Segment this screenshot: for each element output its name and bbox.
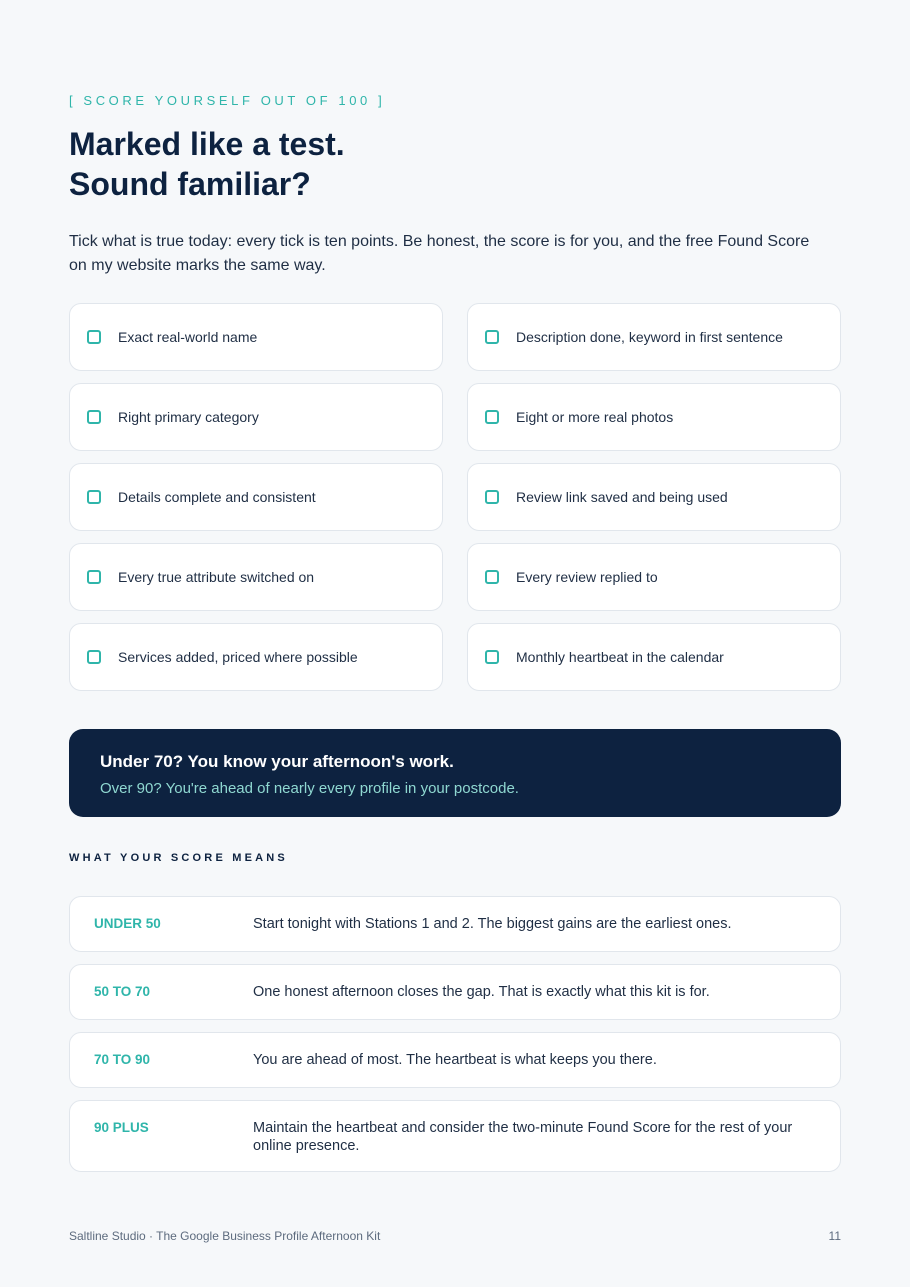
checkbox-icon[interactable] — [87, 330, 101, 344]
checklist-item-label: Every review replied to — [516, 569, 658, 585]
checkbox-icon[interactable] — [485, 410, 499, 424]
score-description: Start tonight with Stations 1 and 2. The biggest gains are the earliest ones. — [253, 916, 732, 932]
checklist-item-label: Services added, priced where possible — [118, 649, 358, 665]
score-row — [69, 1032, 841, 1088]
checklist-item[interactable] — [467, 543, 841, 611]
score-row — [69, 964, 841, 1020]
footer-text: Saltline Studio · The Google Business Profile Afternoon Kit — [69, 1229, 381, 1243]
checklist-item[interactable] — [69, 543, 443, 611]
page-number: 11 — [828, 1229, 841, 1243]
score-range: 90 PLUS — [94, 1120, 149, 1135]
score-description: You are ahead of most. The heartbeat is what keeps you there. — [253, 1052, 657, 1068]
checkbox-icon[interactable] — [485, 650, 499, 664]
callout-subtitle: Over 90? You're ahead of nearly every profile in your postcode. — [100, 780, 519, 797]
page-title — [69, 124, 345, 204]
checklist-item-label: Description done, keyword in first sentence — [516, 329, 783, 345]
intro-paragraph: Tick what is true today: every tick is ten points. Be honest, the score is for you, and the free Found Score on my website marks the same way. — [69, 233, 810, 274]
eyebrow-label: [ SCORE YOURSELF OUT OF 100 ] — [69, 93, 386, 108]
callout-title: Under 70? You know your afternoon's work. — [100, 752, 454, 771]
score-checklist — [69, 303, 841, 691]
checklist-item[interactable] — [69, 623, 443, 691]
score-section-label: WHAT YOUR SCORE MEANS — [69, 852, 288, 864]
score-row — [69, 1100, 841, 1172]
score-range: UNDER 50 — [94, 916, 161, 931]
checkbox-icon[interactable] — [87, 650, 101, 664]
checklist-item[interactable] — [467, 463, 841, 531]
checkbox-icon[interactable] — [485, 570, 499, 584]
score-row — [69, 896, 841, 952]
title-line-1: Marked like a test. — [69, 126, 345, 162]
checklist-item[interactable] — [69, 303, 443, 371]
page — [69, 0, 841, 1287]
score-callout — [69, 729, 841, 817]
checkbox-icon[interactable] — [87, 490, 101, 504]
score-description: Maintain the heartbeat and consider the two-minute Found Score for the rest of your online presence. — [253, 1120, 793, 1154]
checkbox-icon[interactable] — [485, 330, 499, 344]
checklist-item[interactable] — [69, 463, 443, 531]
score-meanings-list — [69, 896, 841, 1184]
checkbox-icon[interactable] — [87, 570, 101, 584]
checklist-item-label: Review link saved and being used — [516, 489, 728, 505]
checkbox-icon[interactable] — [87, 410, 101, 424]
checklist-item-label: Exact real-world name — [118, 329, 258, 345]
checklist-item-label: Right primary category — [118, 409, 259, 425]
checklist-item[interactable] — [467, 383, 841, 451]
checklist-item-label: Eight or more real photos — [516, 409, 674, 425]
checklist-item[interactable] — [69, 383, 443, 451]
score-description: One honest afternoon closes the gap. That is exactly what this kit is for. — [253, 984, 710, 1000]
checklist-item-label: Details complete and consistent — [118, 489, 316, 505]
checklist-item-label: Every true attribute switched on — [118, 569, 315, 585]
score-range: 70 TO 90 — [94, 1052, 151, 1067]
checkbox-icon[interactable] — [485, 490, 499, 504]
title-line-2: Sound familiar? — [69, 166, 311, 202]
checklist-item[interactable] — [467, 623, 841, 691]
score-range: 50 TO 70 — [94, 984, 151, 999]
checklist-item-label: Monthly heartbeat in the calendar — [516, 649, 724, 665]
checklist-item[interactable] — [467, 303, 841, 371]
